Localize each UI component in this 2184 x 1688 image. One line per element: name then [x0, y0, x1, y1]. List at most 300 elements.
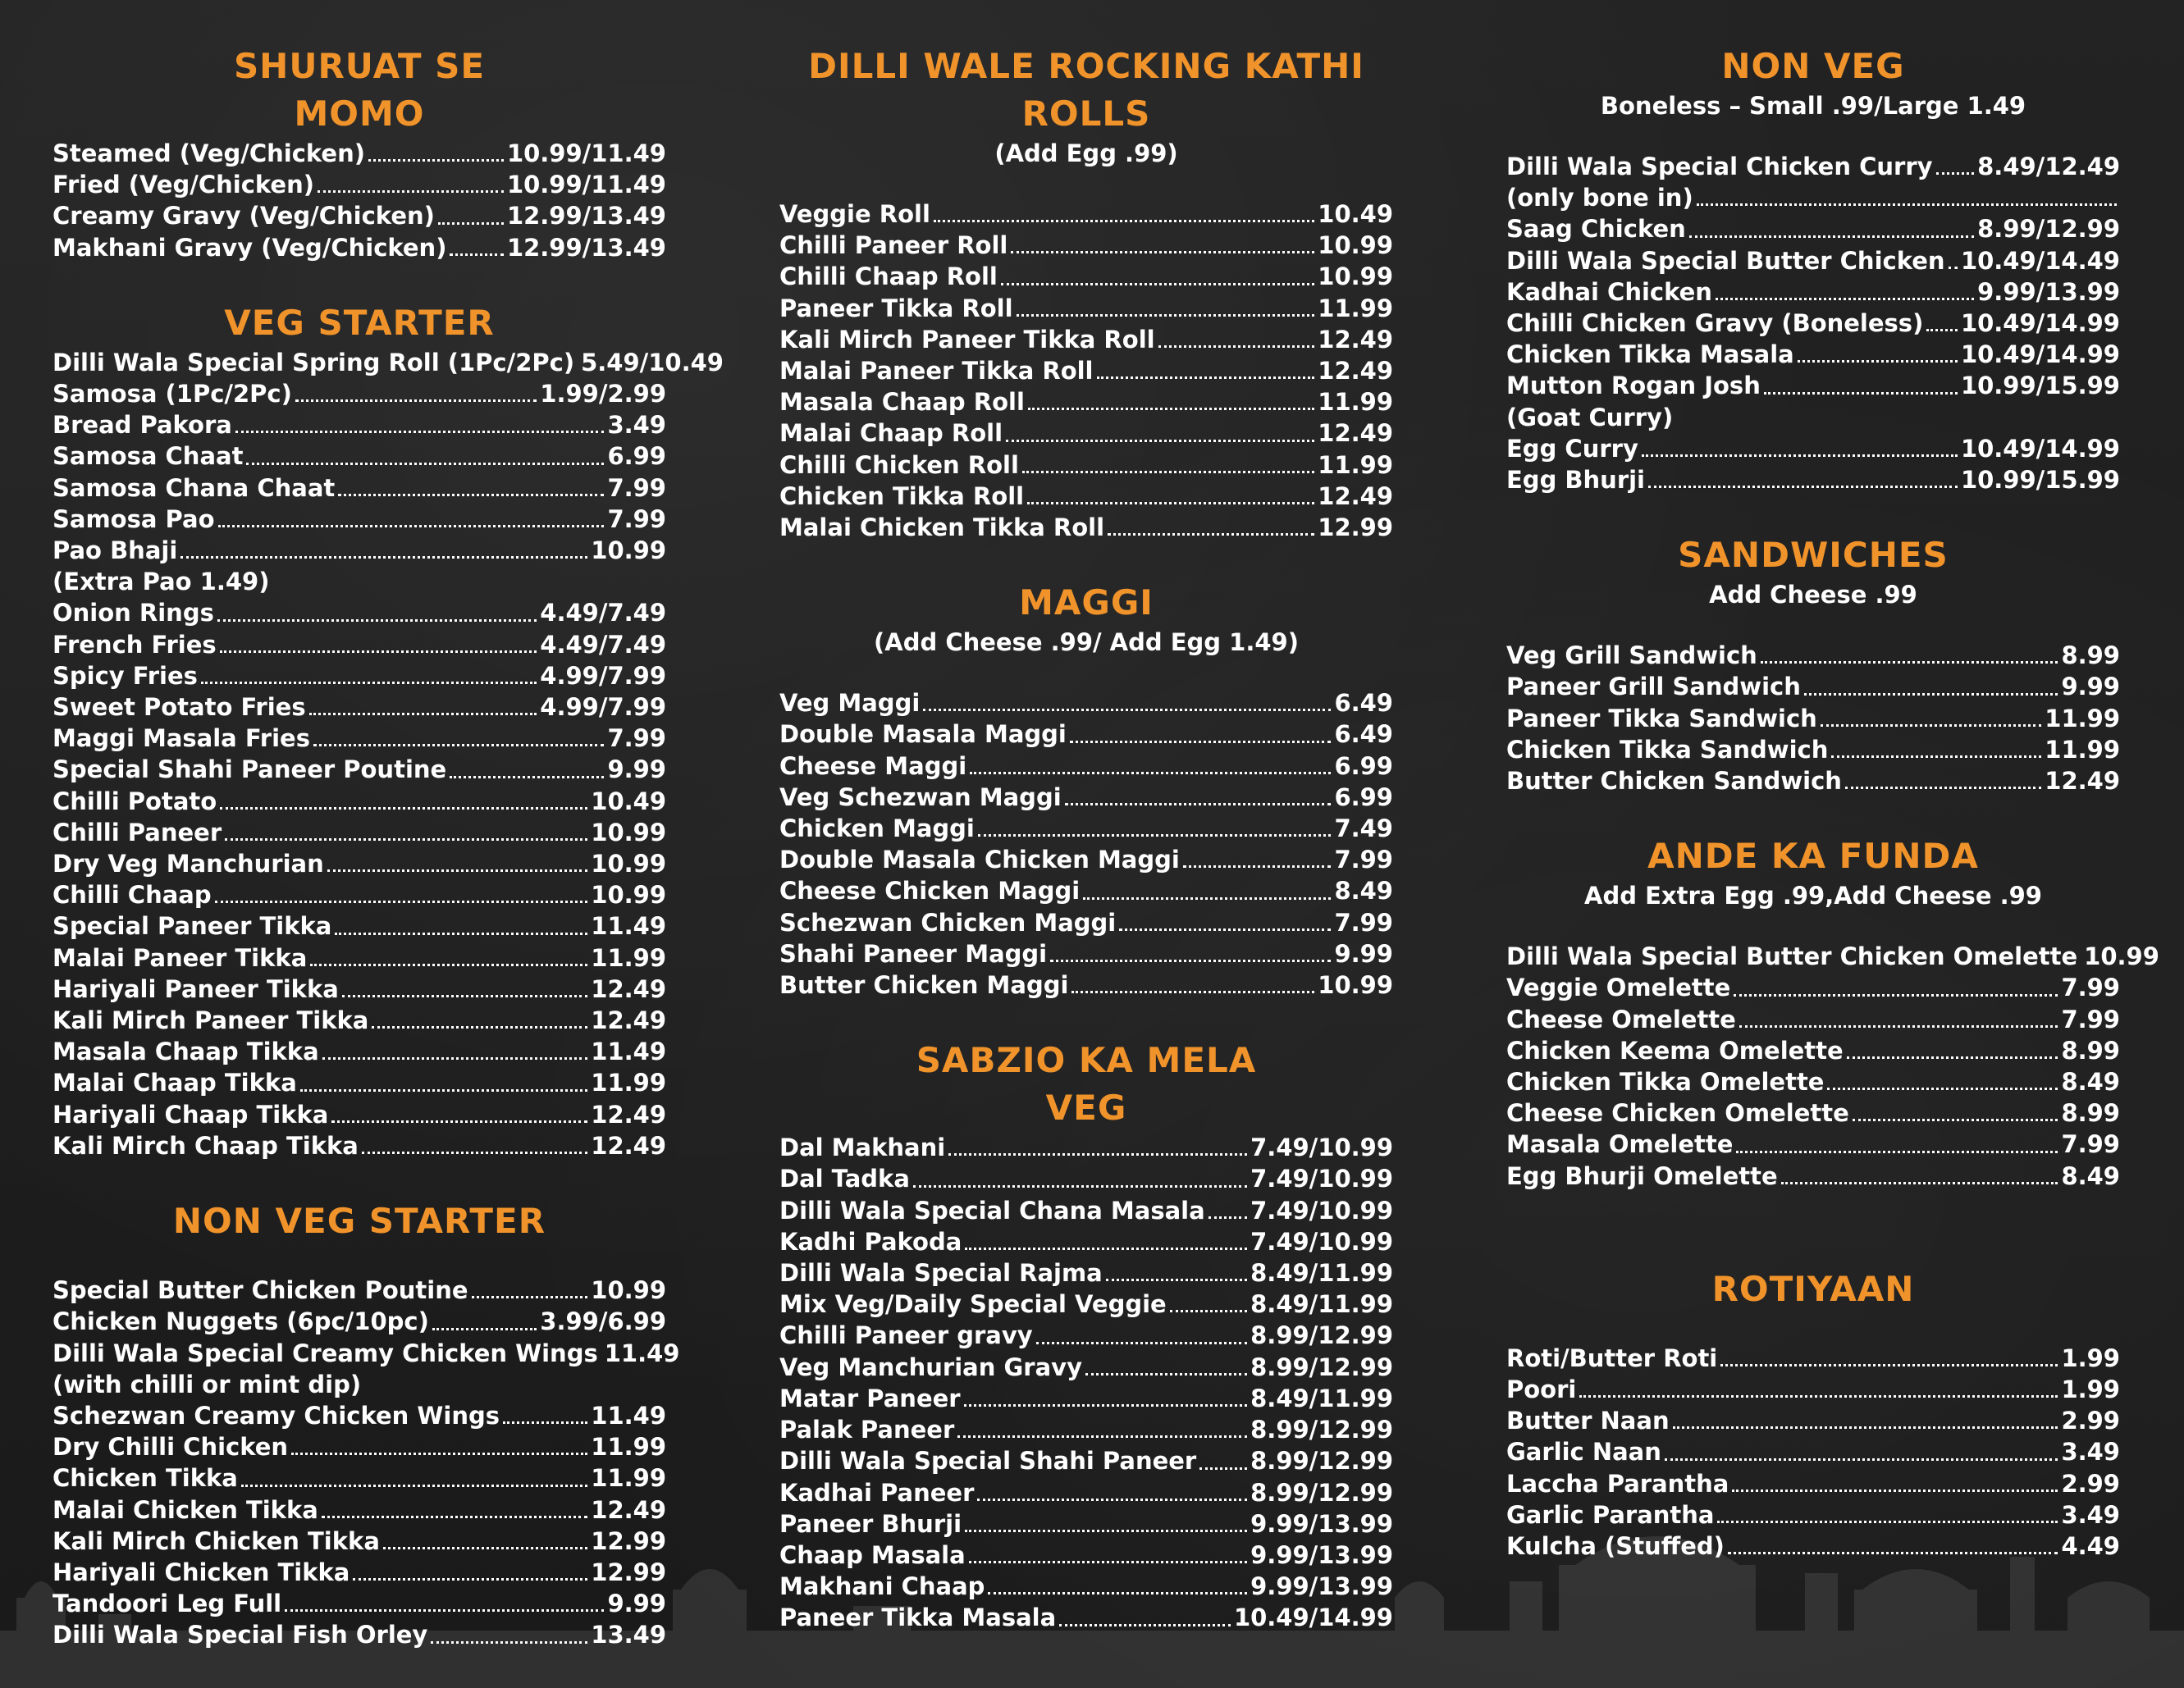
- menu-item-list: [53, 138, 666, 263]
- menu-item-price: 12.49: [591, 1131, 666, 1160]
- menu-item-price: 8.99: [2061, 1099, 2120, 1128]
- dot-leader: [342, 995, 587, 997]
- menu-item: [779, 844, 1393, 875]
- menu-item: [53, 1338, 680, 1369]
- menu-item: [1506, 972, 2120, 1003]
- section-title: ROLLS: [1021, 94, 1151, 134]
- menu-item: [53, 786, 666, 817]
- dot-leader: [217, 619, 537, 622]
- menu-item: [53, 1526, 666, 1557]
- menu-item-price: 10.49: [591, 787, 666, 815]
- menu-item: [1506, 671, 2120, 702]
- dot-leader: [1106, 1279, 1247, 1281]
- menu-item-name: Dilli Wala Special Chicken Curry: [1506, 153, 1933, 180]
- menu-item-price: 4.49/7.49: [540, 630, 666, 659]
- menu-section: [53, 1198, 680, 1650]
- dot-leader: [450, 253, 503, 256]
- menu-item-name: Chilli Potato: [53, 787, 217, 815]
- dot-leader: [1949, 267, 1958, 269]
- menu-item: [1506, 464, 2120, 495]
- section-subtitle: Boneless – Small .99/Large 1.49: [1600, 92, 2026, 120]
- menu-item: [779, 813, 1393, 844]
- menu-item-name: Hariyali Paneer Tikka: [53, 974, 339, 1003]
- dot-leader: [1036, 1342, 1247, 1344]
- menu-item-name: Samosa Chaat: [53, 442, 244, 471]
- section-title: ANDE KA FUNDA: [1647, 836, 1979, 877]
- dot-leader: [1781, 1182, 2058, 1184]
- menu-item-price: 10.99: [591, 1276, 666, 1305]
- menu-item-price: 3.49: [607, 411, 666, 440]
- menu-item-price: 10.99/15.99: [1960, 372, 2120, 400]
- menu-item-name: Tandoori Leg Full: [53, 1590, 282, 1618]
- menu-item-price: 4.49/7.49: [540, 599, 666, 627]
- menu-item: [1506, 433, 2120, 464]
- menu-item-price: 3.49: [2061, 1500, 2120, 1529]
- menu-item: [53, 691, 666, 723]
- menu-item-name: Paneer Tikka Masala: [779, 1604, 1057, 1632]
- dot-leader: [964, 1404, 1248, 1407]
- menu-item: [779, 230, 1393, 261]
- menu-item-name: Paneer Tikka Sandwich: [1506, 704, 1817, 732]
- menu-item-price: 10.49/14.99: [1960, 434, 2120, 463]
- menu-item: [53, 566, 666, 597]
- dot-leader: [1720, 1364, 2058, 1366]
- menu-item-name: Dilli Wala Special Creamy Chicken Wings: [53, 1339, 598, 1367]
- menu-item-price: 10.99: [1318, 231, 1393, 260]
- menu-item: [53, 1005, 666, 1036]
- menu-item-name: Palak Paneer: [779, 1416, 955, 1444]
- dot-leader: [1827, 1088, 2058, 1090]
- dot-leader: [923, 709, 1331, 711]
- dot-leader: [235, 431, 605, 433]
- menu-item-name: Kadhai Paneer: [779, 1478, 975, 1507]
- dot-leader: [291, 1453, 587, 1455]
- dot-leader: [472, 1296, 588, 1298]
- menu-item-price: 10.99: [591, 850, 666, 878]
- dot-leader: [1209, 1216, 1247, 1219]
- dot-leader: [1011, 251, 1314, 253]
- menu-item-name: Veg Schezwan Maggi: [779, 782, 1062, 811]
- menu-item-price: 9.99: [607, 755, 666, 784]
- menu-item-name: (only bone in): [1506, 184, 1693, 212]
- dot-leader: [1804, 693, 2058, 696]
- section-subtitle: (Add Cheese .99/ Add Egg 1.49): [874, 628, 1299, 657]
- menu-item-name: Samosa Pao: [53, 504, 215, 533]
- menu-section: [53, 43, 666, 263]
- dot-leader: [220, 807, 587, 810]
- menu-item: [53, 629, 666, 660]
- menu-item-list: [779, 1132, 1393, 1633]
- menu-item: [1506, 339, 2120, 370]
- menu-item-name: Masala Chaap Tikka: [53, 1038, 319, 1066]
- dot-leader: [965, 1248, 1247, 1250]
- menu-item-name: (Extra Pao 1.49): [53, 568, 270, 596]
- dot-leader: [331, 1120, 587, 1123]
- menu-item: [1506, 1499, 2120, 1531]
- dot-leader: [241, 1485, 587, 1487]
- menu-item: [1506, 703, 2120, 734]
- menu-item-price: 10.99/15.99: [1960, 466, 2120, 495]
- menu-item: [53, 1619, 666, 1650]
- menu-item-price: 8.99/12.99: [1977, 215, 2120, 244]
- dot-leader: [322, 1057, 588, 1060]
- menu-item-list: [53, 347, 724, 1161]
- menu-item-name: Saag Chicken: [1506, 215, 1686, 244]
- section-title: SABZIO KA MELA: [916, 1040, 1257, 1081]
- dot-leader: [503, 1421, 587, 1424]
- menu-item: [53, 409, 666, 440]
- dot-leader: [1697, 203, 2117, 206]
- menu-item: [779, 1445, 1393, 1476]
- menu-item: [779, 1226, 1393, 1257]
- menu-item: [1506, 1129, 2120, 1160]
- menu-item-name: French Fries: [53, 630, 217, 659]
- menu-item: [779, 386, 1393, 417]
- menu-item: [779, 1320, 1393, 1351]
- menu-item: [53, 597, 666, 628]
- dot-leader: [1001, 283, 1314, 285]
- menu-item: [53, 1099, 666, 1130]
- menu-item-name: Kadhi Pakoda: [779, 1227, 962, 1256]
- dot-leader: [1006, 440, 1314, 442]
- menu-item: [1506, 276, 2120, 308]
- dot-leader: [285, 1609, 604, 1612]
- dot-leader: [1085, 1373, 1247, 1375]
- menu-item-name: Chaap Masala: [779, 1540, 966, 1569]
- menu-item-name: Chicken Tikka Masala: [1506, 340, 1794, 369]
- menu-item-price: 13.49: [591, 1621, 666, 1649]
- menu-section: [53, 299, 724, 1161]
- menu-item-name: Egg Curry: [1506, 434, 1638, 463]
- menu-item-price: 7.49/10.99: [1250, 1227, 1393, 1256]
- menu-item-price: 10.49/14.99: [1960, 309, 2120, 338]
- menu-item-name: Chilli Paneer gravy: [779, 1321, 1033, 1350]
- menu-item-name: Samosa Chana Chaat: [53, 473, 336, 502]
- menu-item-name: Dal Makhani: [779, 1134, 946, 1162]
- menu-item-list: [1506, 941, 2159, 1192]
- spacer: [1506, 911, 2120, 941]
- menu-item: [779, 293, 1393, 324]
- dot-leader: [1736, 1151, 2058, 1153]
- menu-item-price: 8.49: [1334, 877, 1393, 906]
- menu-item-price: 11.99: [2045, 735, 2120, 764]
- menu-item: [779, 1195, 1393, 1226]
- menu-item-price: 7.49/10.99: [1250, 1196, 1393, 1225]
- dot-leader: [220, 650, 537, 653]
- menu-item-price: 6.99: [1334, 751, 1393, 780]
- menu-item-name: Bread Pakora: [53, 411, 232, 440]
- dot-leader: [313, 744, 604, 746]
- menu-item-price: 9.99/13.99: [1250, 1540, 1393, 1569]
- menu-item: [779, 1257, 1393, 1289]
- menu-item-name: Special Paneer Tikka: [53, 912, 332, 941]
- menu-item-name: Chilli Chicken Gravy (Boneless): [1506, 309, 1924, 338]
- menu-item-name: Dilli Wala Special Fish Orley: [53, 1621, 428, 1649]
- menu-item-name: Mix Veg/Daily Special Veggie: [779, 1290, 1167, 1319]
- menu-item-price: 6.49: [1334, 689, 1393, 718]
- menu-item-price: 7.99: [607, 473, 666, 502]
- menu-item-list: [1506, 1343, 2120, 1562]
- menu-item-name: Veggie Omelette: [1506, 974, 1731, 1002]
- menu-item-price: 9.99/13.99: [1250, 1572, 1393, 1601]
- menu-section: [779, 1037, 1393, 1633]
- menu-item: [1506, 308, 2120, 339]
- menu-item-name: Veg Grill Sandwich: [1506, 641, 1757, 670]
- dot-leader: [246, 463, 604, 465]
- dot-leader: [1022, 471, 1314, 473]
- menu-item-price: 12.49: [1318, 325, 1393, 354]
- menu-item-name: (with chilli or mint dip): [53, 1370, 362, 1398]
- section-title: NON VEG STARTER: [172, 1201, 546, 1242]
- section-title: SANDWICHES: [1678, 535, 1949, 576]
- menu-item-name: Special Butter Chicken Poutine: [53, 1276, 468, 1305]
- menu-item: [1506, 182, 2120, 213]
- menu-item-name: Kadhai Chicken: [1506, 277, 1712, 306]
- menu-item: [779, 481, 1393, 512]
- menu-item: [779, 1383, 1393, 1414]
- menu-item-price: 7.99: [2061, 1005, 2120, 1033]
- menu-item-price: 5.49/10.49: [581, 348, 724, 376]
- menu-item-name: Chicken Tikka: [53, 1464, 238, 1493]
- menu-item: [779, 512, 1393, 543]
- menu-item: [779, 782, 1393, 813]
- menu-item-name: Hariyali Chicken Tikka: [53, 1558, 350, 1586]
- dot-leader: [1648, 486, 1958, 488]
- menu-item-price: 7.99: [2061, 974, 2120, 1002]
- menu-item-price: 8.99/12.99: [1250, 1478, 1393, 1507]
- menu-item: [1506, 1343, 2120, 1374]
- menu-item: [53, 974, 666, 1005]
- menu-item-price: 10.99: [2084, 942, 2159, 971]
- menu-item-name: Kali Mirch Chaap Tikka: [53, 1131, 359, 1160]
- menu-item-price: 11.99: [1318, 450, 1393, 479]
- dot-leader: [965, 1530, 1247, 1532]
- section-subtitle: (Add Egg .99): [994, 139, 1178, 167]
- dot-leader: [1059, 1624, 1231, 1626]
- menu-item-name: Cheese Chicken Omelette: [1506, 1099, 1849, 1128]
- menu-item-price: 11.99: [591, 1069, 666, 1097]
- menu-item: [53, 1036, 666, 1067]
- menu-item-name: Butter Naan: [1506, 1407, 1670, 1435]
- menu-item: [1506, 213, 2120, 244]
- menu-item-price: 8.99/12.99: [1250, 1321, 1393, 1350]
- menu-item-price: 2.99: [2061, 1407, 2120, 1435]
- menu-item-price: 12.99/13.49: [506, 233, 666, 262]
- menu-item-name: Roti/Butter Roti: [1506, 1344, 1718, 1372]
- menu-item: [53, 1369, 666, 1400]
- dot-leader: [1642, 454, 1958, 457]
- section-title: NON VEG: [1721, 46, 1905, 86]
- dot-leader: [1050, 960, 1331, 962]
- menu-section: [1506, 43, 2120, 495]
- menu-item-price: 10.99: [1318, 262, 1393, 291]
- menu-item: [1506, 370, 2120, 401]
- menu-item-name: Makhani Chaap: [779, 1572, 985, 1601]
- menu-item: [779, 324, 1393, 355]
- menu-item: [53, 535, 666, 566]
- menu-item-price: 8.49/11.99: [1250, 1259, 1393, 1288]
- menu-item-price: 8.49/11.99: [1250, 1290, 1393, 1319]
- menu-item-name: Chicken Nuggets (6pc/10pc): [53, 1307, 429, 1336]
- menu-item-price: 6.99: [1334, 782, 1393, 811]
- menu-item: [1506, 1531, 2120, 1562]
- menu-item: [779, 969, 1393, 1001]
- dot-leader: [1761, 661, 2058, 664]
- dot-leader: [1028, 408, 1314, 410]
- menu-item-name: Dilli Wala Special Butter Chicken Omelette: [1506, 942, 2078, 971]
- menu-item-name: Kali Mirch Paneer Tikka: [53, 1006, 369, 1035]
- dot-leader: [1119, 928, 1331, 931]
- menu-item: [53, 1494, 666, 1526]
- menu-item-price: 12.99: [1318, 513, 1393, 542]
- menu-item-name: Chilli Chaap Roll: [779, 262, 998, 291]
- menu-item-list: [779, 687, 1393, 1001]
- menu-item-price: 8.99/12.99: [1250, 1353, 1393, 1381]
- menu-item: [53, 1130, 666, 1161]
- spacer: [779, 658, 1393, 687]
- dot-leader: [300, 1089, 588, 1092]
- dot-leader: [1689, 235, 1974, 238]
- menu-item-name: Veg Manchurian Gravy: [779, 1353, 1082, 1381]
- menu-item-name: Double Masala Maggi: [779, 720, 1067, 749]
- section-title: DILLI WALE ROCKING KATHI: [808, 46, 1364, 86]
- menu-item-name: Makhani Gravy (Veg/Chicken): [53, 233, 447, 262]
- menu-item-price: 10.99: [591, 536, 666, 565]
- menu-item: [1506, 1468, 2120, 1499]
- menu-item: [53, 1275, 666, 1306]
- menu-item-name: Steamed (Veg/Chicken): [53, 139, 365, 167]
- menu-item-name: Onion Rings: [53, 599, 214, 627]
- menu-item: [53, 879, 666, 910]
- menu-item-price: 8.99/12.99: [1250, 1447, 1393, 1476]
- dot-leader: [383, 1547, 587, 1549]
- menu-item-price: 12.99/13.49: [506, 202, 666, 230]
- menu-item-price: 7.99: [607, 504, 666, 533]
- menu-item-name: (Goat Curry): [1506, 403, 1674, 431]
- menu-item: [53, 1588, 666, 1619]
- dot-leader: [1732, 1490, 2058, 1492]
- dot-leader: [1847, 1056, 2058, 1059]
- menu-item: [53, 1067, 666, 1098]
- menu-item: [779, 1289, 1393, 1320]
- menu-item: [53, 1462, 666, 1494]
- menu-item-name: Dilli Wala Special Butter Chicken: [1506, 246, 1945, 275]
- dot-leader: [1716, 298, 1974, 300]
- menu-item: [779, 261, 1393, 292]
- menu-item: [53, 440, 666, 472]
- dot-leader: [1097, 376, 1315, 379]
- dot-leader: [969, 1561, 1247, 1563]
- menu-item-price: 8.49: [2061, 1161, 2120, 1190]
- menu-item-name: Chicken Tikka Roll: [779, 481, 1025, 510]
- menu-item-price: 10.49: [1318, 200, 1393, 228]
- section-subtitle: Add Cheese .99: [1709, 581, 1917, 609]
- menu-item: [53, 817, 666, 848]
- section-title: ROTIYAAN: [1711, 1268, 1915, 1309]
- menu-item-name: Kali Mirch Paneer Tikka Roll: [779, 325, 1155, 354]
- menu-item-name: Samosa (1Pc/2Pc): [53, 380, 292, 408]
- menu-item-name: Chilli Chaap: [53, 881, 212, 910]
- menu-item-price: 8.99: [2061, 1036, 2120, 1065]
- menu-item: [53, 754, 666, 785]
- dot-leader: [450, 776, 604, 778]
- spacer: [1506, 610, 2120, 640]
- menu-item-price: 11.49: [591, 912, 666, 941]
- menu-item-price: 8.49/11.99: [1250, 1384, 1393, 1412]
- dot-leader: [225, 838, 587, 841]
- menu-item-price: 10.49/14.99: [1233, 1604, 1393, 1632]
- dot-leader: [1764, 392, 1958, 395]
- dot-leader: [957, 1435, 1247, 1438]
- menu-item: [53, 169, 666, 200]
- menu-item-name: Malai Paneer Tikka Roll: [779, 357, 1094, 386]
- menu-item: [779, 1132, 1393, 1163]
- menu-item-name: Chicken Tikka Omelette: [1506, 1068, 1825, 1097]
- menu-item: [53, 660, 666, 691]
- menu-item-price: 10.49/14.99: [1960, 340, 2120, 369]
- dot-leader: [1017, 314, 1315, 317]
- menu-item-name: Malai Chaap Tikka: [53, 1069, 297, 1097]
- menu-item-list: [779, 198, 1393, 543]
- dot-leader: [438, 222, 504, 225]
- menu-item-price: 10.99: [591, 818, 666, 846]
- menu-item: [779, 875, 1393, 906]
- menu-item-list: [1506, 151, 2120, 495]
- menu-item: [1506, 1374, 2120, 1405]
- menu-item-name: Veg Maggi: [779, 689, 921, 718]
- dot-leader: [913, 1185, 1247, 1188]
- menu-item-name: Dilli Wala Special Chana Masala: [779, 1196, 1205, 1225]
- menu-item: [53, 1557, 666, 1588]
- menu-item-list: [1506, 640, 2120, 796]
- menu-item-price: 9.99: [607, 1590, 666, 1618]
- dot-leader: [1821, 724, 2041, 727]
- dot-leader: [977, 1499, 1247, 1501]
- menu-item-name: Dilli Wala Special Shahi Paneer: [779, 1447, 1197, 1476]
- dot-leader: [1936, 172, 1975, 175]
- dot-leader: [318, 190, 504, 193]
- dot-leader: [431, 1641, 587, 1644]
- menu-item: [779, 907, 1393, 938]
- menu-item-name: Malai Chicken Tikka: [53, 1495, 318, 1524]
- spacer: [1506, 121, 2120, 151]
- menu-item: [779, 750, 1393, 782]
- menu-item-name: Chilli Chicken Roll: [779, 450, 1019, 479]
- menu-item: [779, 1163, 1393, 1194]
- menu-item-list: [53, 1275, 680, 1650]
- menu-item-price: 9.99/13.99: [1250, 1509, 1393, 1538]
- menu-item-price: 12.99: [591, 1526, 666, 1555]
- menu-item-price: 9.99/13.99: [1977, 277, 2120, 306]
- dot-leader: [988, 1592, 1247, 1594]
- menu-item: [779, 687, 1393, 719]
- menu-item-price: 8.49/12.49: [1977, 153, 2120, 180]
- menu-item-price: 7.49/10.99: [1250, 1165, 1393, 1193]
- dot-leader: [372, 1026, 587, 1029]
- menu-item-price: 11.99: [591, 1464, 666, 1493]
- menu-item-name: Dry Chilli Chicken: [53, 1433, 289, 1462]
- menu-item-name: Masala Omelette: [1506, 1130, 1734, 1159]
- menu-item: [53, 942, 666, 974]
- spacer: [53, 1245, 666, 1275]
- menu-item-name: Dal Tadka: [779, 1165, 910, 1193]
- menu-item: [779, 1414, 1393, 1445]
- menu-item-name: Dilli Wala Special Rajma: [779, 1259, 1103, 1288]
- menu-item-name: Maggi Masala Fries: [53, 724, 310, 753]
- menu-item-price: 4.99/7.99: [540, 693, 666, 722]
- dot-leader: [327, 869, 587, 872]
- menu-item-price: 1.99/2.99: [540, 380, 666, 408]
